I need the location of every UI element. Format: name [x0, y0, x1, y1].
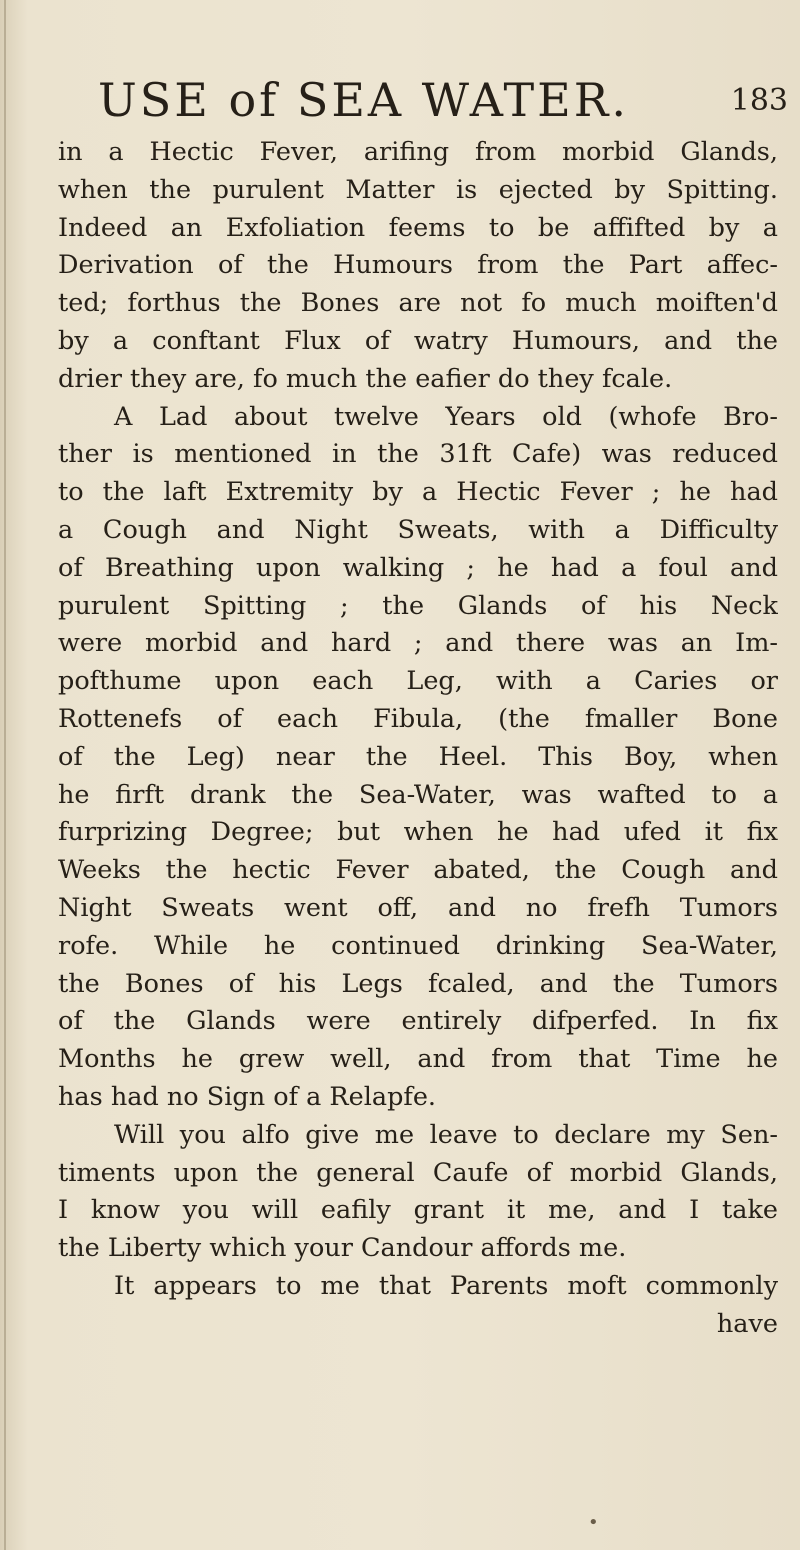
- text-line: has had no Sign of a Relapfe.: [58, 1081, 437, 1112]
- text-line: ther is mentioned in the 31ft Cafe) was reduced: [58, 439, 778, 470]
- text-line: furprizing Degree; but when he had ufed it fix: [58, 817, 778, 848]
- text-line: drier they are, fo much the eafier do they fcale.: [58, 363, 673, 394]
- text-line: Weeks the hectic Fever abated, the Cough and: [58, 855, 778, 886]
- ink-speck: •: [588, 1512, 599, 1533]
- text-line: pofthume upon each Leg, with a Caries or: [58, 666, 778, 697]
- body-text: [58, 134, 778, 1344]
- text-line: he firft drank the Sea-Water, was wafted to a: [58, 779, 778, 810]
- text-line: Indeed an Exfoliation feems to be affifted by a: [58, 212, 778, 243]
- text-line: Night Sweats went off, and no frefh Tumors: [58, 892, 778, 923]
- text-line: It appears to me that Parents moft commonly: [114, 1270, 778, 1301]
- text-line: of the Leg) near the Heel. This Boy, when: [58, 741, 778, 772]
- text-line: of Breathing upon walking ; he had a foul and: [58, 552, 778, 583]
- text-line: I know you will eafily grant it me, and I take: [58, 1195, 778, 1226]
- text-line: of the Glands were entirely difperfed. In fix: [58, 1006, 778, 1037]
- text-line: purulent Spitting ; the Glands of his Neck: [58, 590, 778, 621]
- running-title: USE of SEA WATER.: [98, 73, 629, 127]
- text-line: the Liberty which your Candour affords me.: [58, 1233, 627, 1264]
- text-line: Will you alfo give me leave to declare my Sen-: [114, 1119, 778, 1150]
- text-line: when the purulent Matter is ejected by Spitting.: [58, 174, 778, 205]
- text-line: were morbid and hard ; and there was an Im-: [58, 628, 778, 659]
- binding-gutter: [4, 0, 6, 1550]
- text-line: Months he grew well, and from that Time he: [58, 1044, 778, 1075]
- text-line: A Lad about twelve Years old (whofe Bro-: [114, 401, 778, 432]
- text-line: Derivation of the Humours from the Part affec-: [58, 250, 778, 281]
- catchword: have: [716, 1308, 778, 1339]
- text-line: rofe. While he continued drinking Sea-Water,: [58, 930, 778, 961]
- text-line: a Cough and Night Sweats, with a Difficulty: [58, 514, 778, 545]
- text-line: Rottenefs of each Fibula, (the fmaller Bone: [58, 703, 778, 734]
- page-header: [98, 72, 788, 142]
- text-line: by a conftant Flux of watry Humours, and the: [58, 325, 778, 356]
- text-line: timents upon the general Caufe of morbid Glands,: [58, 1157, 778, 1188]
- text-line: to the laft Extremity by a Hectic Fever ; he had: [58, 477, 778, 508]
- text-line: the Bones of his Legs fcaled, and the Tumors: [58, 968, 778, 999]
- text-line: in a Hectic Fever, arifing from morbid Glands,: [58, 137, 778, 167]
- text-line: ted; forthus the Bones are not fo much moiften'd: [58, 288, 778, 319]
- page-number: 183: [730, 83, 788, 118]
